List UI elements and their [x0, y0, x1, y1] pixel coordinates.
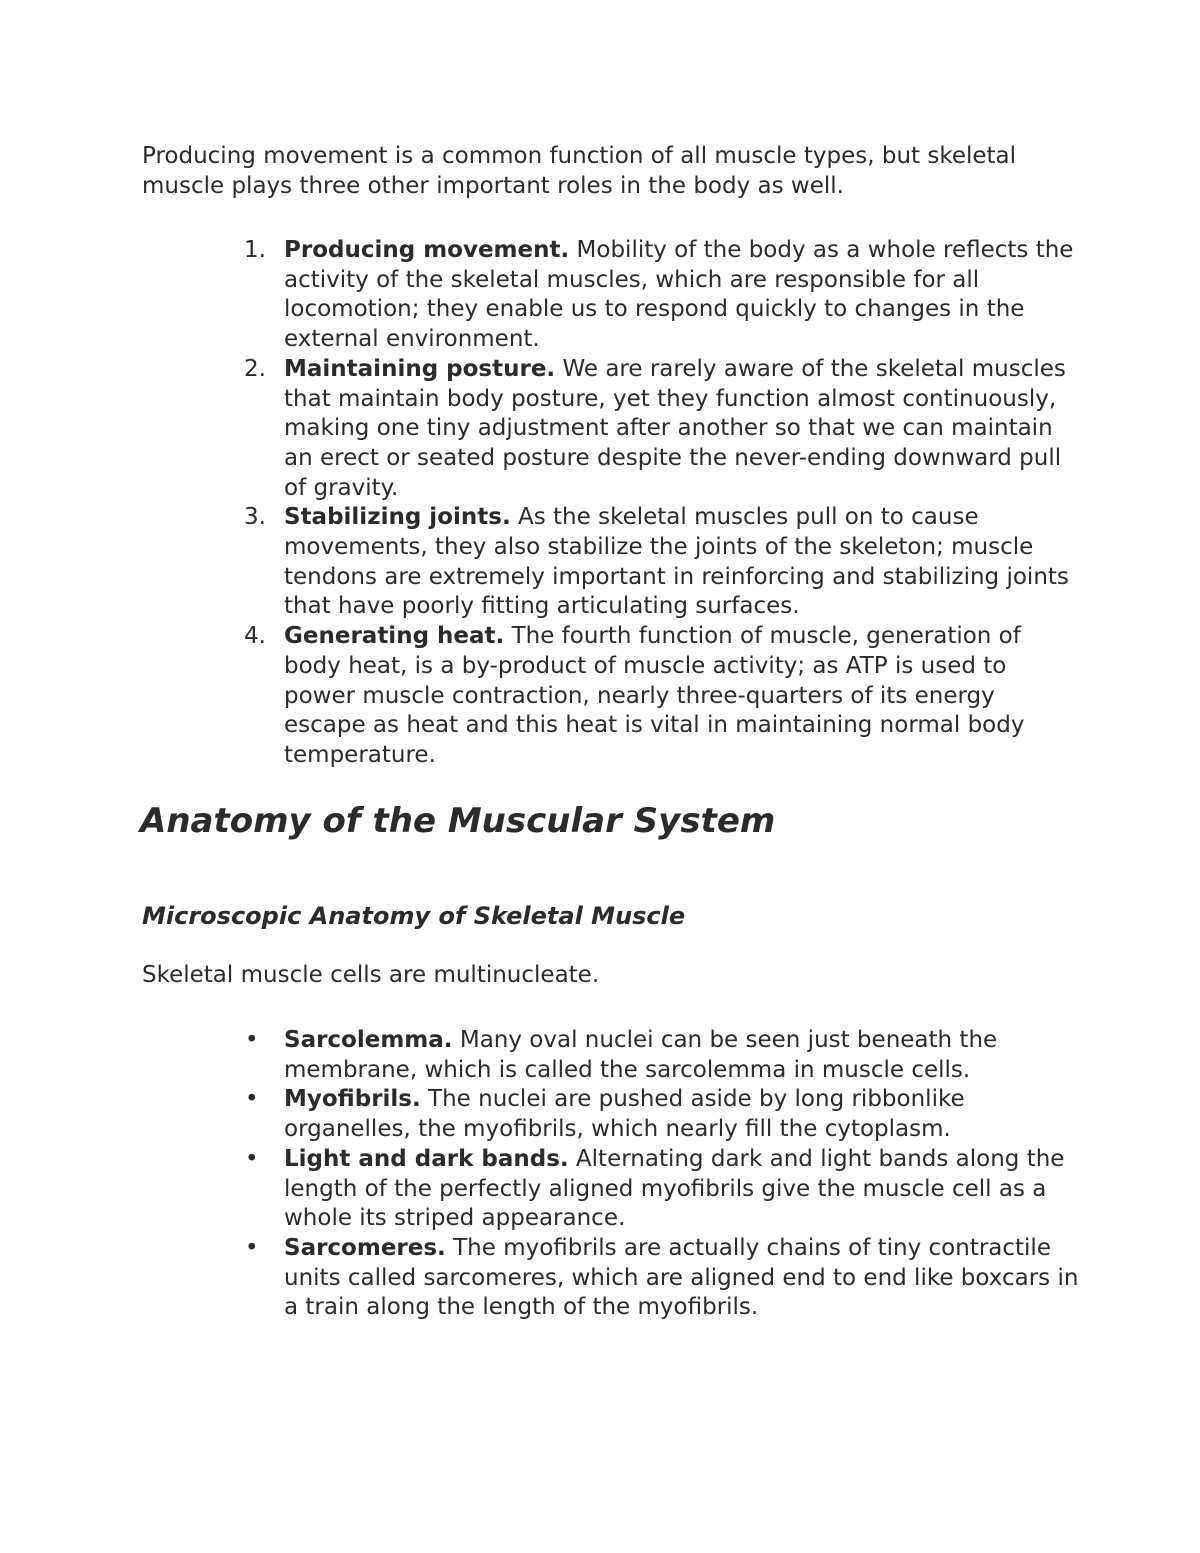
- bullet-icon: •: [245, 1234, 259, 1261]
- bullet-icon: •: [245, 1027, 259, 1053]
- item-text: Alternating dark and light bands along the length of the perfectly aligned myofibrils give the muscle cell as a whole its striped appearance.: [284, 1145, 1065, 1232]
- list-item: [142, 1145, 1082, 1234]
- item-title: Sarcomeres.: [284, 1234, 446, 1261]
- list-item: [142, 622, 1082, 771]
- list-number: 1.: [244, 237, 266, 263]
- item-title: Maintaining posture.: [284, 355, 556, 382]
- item-text: The myofibrils are actually chains of tiny contractile units called sarcomeres, which are aligned end to end like boxcars in a train along the length of the myofibrils.: [284, 1234, 1079, 1321]
- subsection-heading: Microscopic Anatomy of Skeletal Muscle: [142, 902, 686, 930]
- item-text: Mobility of the body as a whole reflects the activity of the skeletal muscles, which are responsible for all locomotion; they enable us to respond quickly to changes in the external environment.: [284, 237, 1074, 353]
- list-item: [142, 1234, 1082, 1323]
- item-text: Many oval nuclei can be seen just beneath the membrane, which is called the sarcolemma in muscle cells.: [284, 1027, 998, 1083]
- list-item: [142, 1085, 1082, 1144]
- item-text: The nuclei are pushed aside by long ribbonlike organelles, the myofibrils, which nearly fill the cytoplasm.: [284, 1086, 965, 1143]
- skeletal-features-list: [142, 1026, 1082, 1323]
- item-text: We are rarely aware of the skeletal muscles that maintain body posture, yet they function almost continuously, making one tiny adjustment after another so that we can maintain an erect or seated posture despite the never-ending downward pull of gravity.: [284, 355, 1066, 501]
- item-text: The fourth function of muscle, generation of body heat, is a by-product of muscle activity; as ATP is used to power muscle contraction, nearly three-quarters of its energy escape as heat and this heat is vital in maintaining normal body temperature.: [284, 623, 1025, 768]
- bullet-icon: •: [245, 1086, 259, 1113]
- item-title: Myofibrils.: [284, 1086, 421, 1113]
- item-title: Sarcolemma.: [284, 1027, 453, 1053]
- list-item: [142, 1026, 1082, 1085]
- list-number: 2.: [244, 355, 266, 382]
- item-title: Light and dark bands.: [284, 1145, 569, 1172]
- item-text: As the skeletal muscles pull on to cause movements, they also stabilize the joints of the skeleton; muscle tendons are extremely important in reinforcing and stabilizing joints that have poorly fitting articulating surfaces.: [284, 504, 1069, 620]
- intro-paragraph: Producing movement is a common function of all muscle types, but skeletal muscle plays three other important roles in the body as well.: [142, 143, 1017, 199]
- item-title: Producing movement.: [284, 237, 570, 263]
- item-title: Generating heat.: [284, 623, 505, 650]
- bullet-icon: •: [245, 1145, 259, 1172]
- item-title: Stabilizing joints.: [284, 504, 511, 531]
- list-number: 3.: [244, 504, 266, 531]
- section-heading: Anatomy of the Muscular System: [140, 801, 776, 841]
- list-item: [142, 355, 1082, 504]
- list-item: [142, 503, 1082, 622]
- list-item: [142, 236, 1082, 355]
- muscle-functions-list: [142, 236, 1082, 771]
- cells-paragraph: Skeletal muscle cells are multinucleate.: [142, 962, 600, 988]
- list-number: 4.: [244, 623, 266, 650]
